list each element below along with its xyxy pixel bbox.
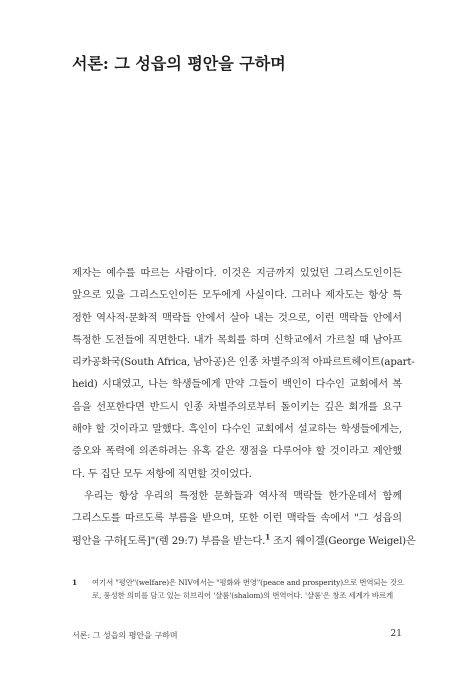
body-line: 제자는 예수를 따르는 사람이다. 이것은 지금까지 있었던 그리스도인이든	[72, 268, 402, 279]
body-line: 다. 두 집단 모두 저항에 직면할 것이었다.	[72, 468, 252, 480]
body-line-segment: 평안을 구하[도록]"(렘 29:7) 부름을 받는다.	[72, 535, 266, 547]
footnote-line: 여기서 "평안"(welfare)은 NIV에서는 "평화와 번영"(peace and prosperity)으로 번역되는 것으	[92, 578, 404, 587]
footnote	[72, 576, 402, 602]
footnote-reference[interactable]: 1	[265, 532, 270, 542]
footnote-number: 1	[72, 578, 78, 587]
body-line: 리카공화국(South Africa, 남아공)은 인종 차별주의적 아파르트헤이트(apart-	[72, 357, 415, 369]
body-line: 증오와 폭력에 의존하려는 유혹 같은 쟁점을 다루어야 할 것이라고 제안했	[72, 446, 402, 458]
body-text	[72, 263, 416, 553]
body-line: heid) 시대였고, 나는 학생들에게 만약 그들이 백인이 다수인 교회에서 복	[72, 379, 402, 391]
body-line-with-footnote	[72, 531, 416, 553]
body-line: 해야 할 것이라고 말했다. 흑인이 다수인 교회에서 설교하는 학생들에게는,	[72, 424, 402, 436]
body-line: 그리스도를 따르도록 부름을 받으며, 또한 이런 맥락들 속에서 "그 성읍의	[72, 513, 402, 525]
running-footer: 서론: 그 성읍의 평안을 구하며	[72, 631, 178, 640]
footnote-line: 로, 풍성한 의미를 담고 있는 히브리어 '샬롬'(shalom)의 번역어다. '샬롬'은 창조 세계가 바르게	[92, 591, 394, 600]
body-line: 음을 선포한다면 반드시 인종 차별주의로부터 돌이키는 깊은 회개를 요구	[72, 401, 402, 413]
body-line: 우리는 항상 우리의 특정한 문화들과 역사적 맥락들 한가운데서 함께	[84, 490, 402, 502]
body-line: 앞으로 있을 그리스도인이든 모두에게 사실이다. 그러나 제자도는 항상 특	[72, 290, 402, 302]
page-number: 21	[390, 629, 402, 639]
body-line: 정한 역사적·문화적 맥락들 안에서 살아 내는 것으로, 이런 맥락들 안에서	[72, 312, 402, 324]
body-line-segment: 조지 웨이겔(George Weigel)은	[273, 535, 416, 547]
chapter-title: 서론: 그 성읍의 평안을 구하며	[72, 53, 286, 73]
footnotes	[72, 576, 402, 602]
body-line: 특정한 도전들에 직면한다. 내가 목회를 하며 신학교에서 가르칠 때 남아프	[72, 334, 402, 346]
